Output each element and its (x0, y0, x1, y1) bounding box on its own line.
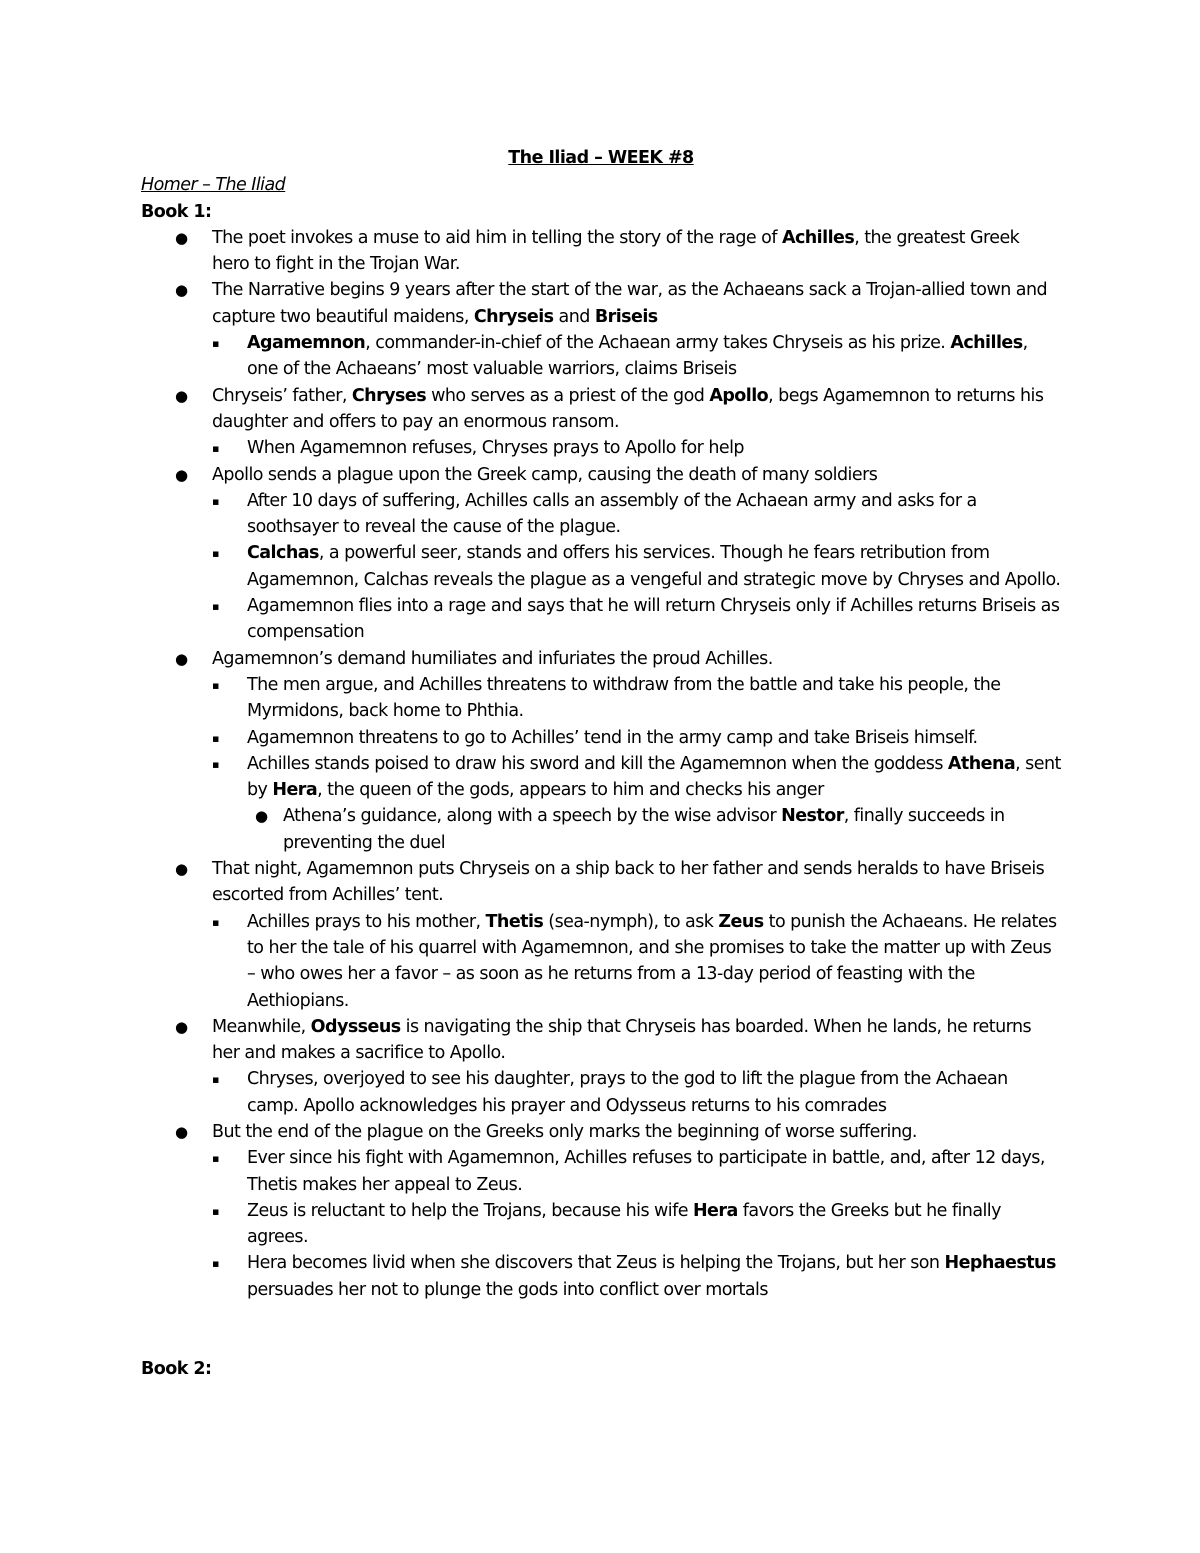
text-run: Chryseis’ father, (212, 385, 352, 406)
text-run: , commander-in-chief of the Achaean army takes Chryseis as his prize. (365, 333, 951, 354)
dot-bullet-icon: ● (175, 228, 188, 247)
text-run: The poet invokes a muse to aid him in telling the story of the rage of (212, 227, 782, 248)
list-item (141, 435, 1061, 461)
dot-bullet-icon: ● (175, 386, 188, 405)
book2-heading: Book 2: (141, 1359, 212, 1380)
dot-bullet-icon: ● (175, 465, 188, 484)
dot-bullet-icon: ● (175, 649, 188, 668)
list-item (141, 803, 1061, 856)
text-run: Agamemnon flies into a rage and says that he will return Chryseis only if Achilles returns Briseis as compensation (247, 596, 1060, 643)
bold-term: Achilles (781, 227, 855, 248)
bold-term: Hera (692, 1200, 738, 1221)
dot-bullet-icon: ● (175, 860, 188, 879)
bold-term: Odysseus (310, 1016, 401, 1037)
bold-term: Nestor (781, 806, 844, 827)
bold-term: Achilles (950, 333, 1023, 354)
text-run: Apollo sends a plague upon the Greek camp, causing the death of many soldiers (212, 464, 878, 485)
document-title: The Iliad – WEEK #8 (508, 148, 694, 168)
text-run: , a powerful seer, stands and offers his services. Though he fears retribution from Agamemnon, Calchas reveals the plague as a vengeful and strategic move by Chryses and Apollo. (247, 543, 1061, 590)
list-item (141, 909, 1061, 1014)
bold-term: Athena (947, 753, 1016, 774)
list-item (141, 1014, 1061, 1067)
text-run: Achilles stands poised to draw his sword and kill the Agamemnon when the goddess (247, 753, 948, 774)
list-item (141, 1066, 1061, 1119)
text-run: persuades her not to plunge the gods into conflict over mortals (247, 1279, 768, 1300)
text-run: (sea-nymph), to ask (543, 911, 719, 932)
bold-term: Apollo (709, 385, 769, 406)
list-item (141, 540, 1061, 593)
bold-term: Hephaestus (944, 1253, 1056, 1274)
text-run: and (553, 306, 595, 327)
dot-bullet-icon: ● (175, 281, 188, 300)
bold-term: Chryseis (473, 306, 554, 327)
text-run: After 10 days of suffering, Achilles calls an assembly of the Achaean army and asks for a soothsayer to reveal the cause of the plague. (247, 490, 977, 538)
text-run: When Agamemnon refuses, Chryses prays to Apollo for help (247, 438, 744, 459)
text-run: Achilles prays to his mother, (247, 911, 486, 932)
text-run: But the end of the plague on the Greeks only marks the beginning of worse suffering. (212, 1121, 917, 1142)
bold-term: Chryses (351, 385, 427, 406)
text-run: The men argue, and Achilles threatens to withdraw from the battle and take his people, the Myrmidons, back home to Phthia. (247, 674, 1001, 722)
text-run: , one of the Achaeans’ most valuable warriors, claims Briseis (247, 333, 1028, 380)
list-item (141, 751, 1061, 804)
text-run: , the queen of the gods, appears to him and checks his anger (317, 780, 824, 801)
document-subtitle: Homer – The Iliad (141, 175, 286, 196)
list-item (141, 1198, 1061, 1251)
square-bullet-icon: ▪ (212, 678, 219, 692)
text-run: Chryses, overjoyed to see his daughter, prays to the god to lift the plague from the Achaean camp. Apollo acknowledges his prayer and Odysseus returns to his comrades (247, 1069, 1008, 1116)
square-bullet-icon: ▪ (212, 757, 219, 771)
square-bullet-icon: ▪ (212, 600, 219, 614)
bold-term: Calchas (247, 543, 319, 564)
list-item (141, 856, 1061, 909)
text-run: Meanwhile, (212, 1016, 311, 1037)
list-item (141, 1250, 1061, 1303)
text-run: to punish the Achaeans. He relates to her the tale of his quarrel with Agamemnon, and she promises to take the matter up with Zeus – who owes her a favor – as soon as he returns from a 13-day period of feasting with the Aethiopians. (247, 911, 1057, 1011)
list-item (141, 593, 1061, 646)
list-item (141, 383, 1061, 436)
square-bullet-icon: ▪ (212, 442, 219, 456)
bold-term: Hera (272, 780, 318, 801)
bold-term: Zeus (718, 911, 764, 932)
text-run: who serves as a priest of the god (426, 385, 710, 406)
list-item (141, 330, 1061, 383)
square-bullet-icon: ▪ (212, 915, 219, 929)
text-run: Agamemnon threatens to go to Achilles’ tend in the army camp and take Briseis himself. (247, 727, 978, 748)
square-bullet-icon: ▪ (212, 1204, 219, 1218)
square-bullet-icon: ▪ (212, 547, 219, 561)
square-bullet-icon: ▪ (212, 1073, 219, 1087)
text-run: , finally succeeds in preventing the duel (283, 806, 1005, 853)
section-gap (141, 1303, 1061, 1356)
document-page (141, 145, 1061, 1382)
text-run: Zeus is reluctant to help the Trojans, because his wife (247, 1200, 693, 1221)
dot-bullet-icon: ● (255, 807, 268, 826)
list-item (141, 672, 1061, 725)
book1-notes-list (141, 225, 1061, 1303)
list-item (141, 488, 1061, 541)
square-bullet-icon: ▪ (212, 1257, 219, 1271)
list-item (141, 225, 1061, 278)
list-item (141, 462, 1061, 488)
dot-bullet-icon: ● (175, 1017, 188, 1036)
bold-term: Briseis (594, 306, 658, 327)
text-run: , begs Agamemnon to returns his daughter and offers to pay an enormous ransom. (212, 385, 1044, 432)
text-run: Athena’s guidance, along with a speech by the wise advisor (283, 806, 782, 827)
list-item (141, 1119, 1061, 1145)
list-item (141, 277, 1061, 330)
bold-term: Thetis (485, 911, 544, 932)
list-item (141, 646, 1061, 672)
list-item (141, 725, 1061, 751)
text-run: , sent by (247, 753, 1061, 801)
text-run: Ever since his fight with Agamemnon, Achilles refuses to participate in battle, and, after 12 days, Thetis makes her appeal to Zeus. (247, 1148, 1045, 1195)
text-run: The Narrative begins 9 years after the start of the war, as the Achaeans sack a Trojan-allied town and capture two beautiful maidens, (212, 280, 1048, 327)
square-bullet-icon: ▪ (212, 1152, 219, 1166)
text-run: That night, Agamemnon puts Chryseis on a ship back to her father and sends heralds to have Briseis escorted from Achilles’ tent. (212, 859, 1045, 906)
dot-bullet-icon: ● (175, 1122, 188, 1141)
text-run: favors the Greeks but he finally agrees. (247, 1200, 1001, 1248)
square-bullet-icon: ▪ (212, 337, 219, 351)
text-run: , the greatest Greek hero to fight in the Trojan War. (212, 227, 1020, 275)
square-bullet-icon: ▪ (212, 731, 219, 745)
text-run: Hera becomes livid when she discovers that Zeus is helping the Trojans, but her son (247, 1253, 945, 1274)
square-bullet-icon: ▪ (212, 494, 219, 508)
book1-heading: Book 1: (141, 201, 212, 222)
text-run: is navigating the ship that Chryseis has boarded. When he lands, he returns her and makes a sacrifice to Apollo. (212, 1016, 1032, 1064)
text-run: Agamemnon’s demand humiliates and infuriates the proud Achilles. (212, 648, 773, 669)
list-item (141, 1145, 1061, 1198)
bold-term: Agamemnon (247, 333, 366, 354)
